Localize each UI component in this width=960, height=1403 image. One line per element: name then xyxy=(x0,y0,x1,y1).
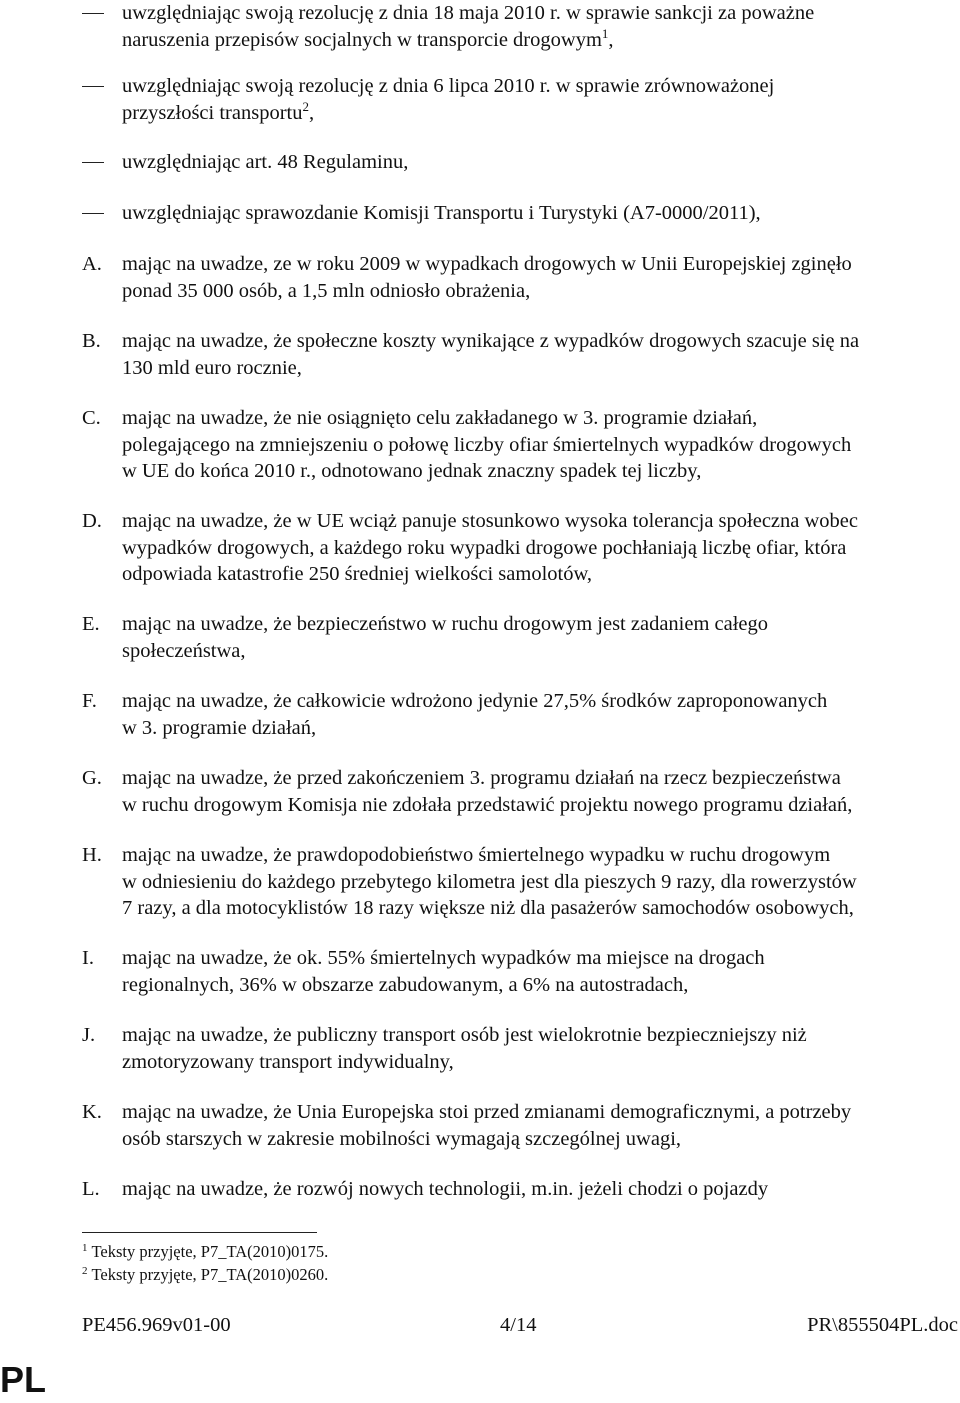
text-line: osób starszych w zakresie mobilności wymagają szczególnej uwagi, xyxy=(122,1127,682,1150)
recital-letter: I. xyxy=(82,947,94,969)
text-line: mając na uwadze, że Unia Europejska stoi przed zmianami demograficznymi, a potrzeby xyxy=(122,1101,852,1123)
text-line: mając na uwadze, że rozwój nowych technologii, m.in. jeżeli chodzi o pojazdy xyxy=(122,1178,769,1200)
language-code: PL xyxy=(0,1359,47,1400)
text-line: mając na uwadze, że publiczny transport osób jest wielokrotnie bezpieczniejszy niż xyxy=(122,1024,807,1046)
recital-letter: H. xyxy=(82,844,102,866)
dash-marker xyxy=(82,86,104,87)
text-line: mając na uwadze, że prawdopodobieństwo śmiertelnego wypadku w ruchu drogowym xyxy=(122,844,831,866)
text-line: mając na uwadze, ze w roku 2009 w wypadkach drogowych w Unii Europejskiej zginęło xyxy=(122,253,852,275)
dash-marker xyxy=(82,162,104,163)
recital-letter: C. xyxy=(82,407,101,429)
text-line: regionalnych, 36% w obszarze zabudowanym, a 6% na autostradach, xyxy=(122,973,689,996)
text-line: ponad 35 000 osób, a 1,5 mln odniosło obrażenia, xyxy=(122,279,531,302)
text-line: uwzględniając swoją rezolucję z dnia 18 maja 2010 r. w sprawie sankcji za poważne xyxy=(122,2,815,24)
recital-letter: J. xyxy=(82,1024,96,1046)
recital-letter: E. xyxy=(82,613,100,635)
footnote xyxy=(82,1241,328,1263)
footnote-text: Teksty przyjęte, P7_TA(2010)0260. xyxy=(91,1265,329,1284)
text-line: polegającego na zmniejszeniu o połowę liczby ofiar śmiertelnych wypadków drogowych xyxy=(122,433,852,456)
text-line: uwzględniając swoją rezolucję z dnia 6 lipca 2010 r. w sprawie zrównoważonej xyxy=(122,75,775,97)
text-line: zmotoryzowany transport indywidualny, xyxy=(122,1050,454,1073)
text-line: uwzględniając art. 48 Regulaminu, xyxy=(122,151,409,173)
footnote-separator xyxy=(82,1232,317,1233)
text-line: w odniesieniu do każdego przebytego kilometra jest dla pieszych 9 razy, dla rowerzystów xyxy=(122,870,857,893)
text-line: odpowiada katastrofie 250 średniej wielkości samolotów, xyxy=(122,563,593,585)
footnote-number: 2 xyxy=(82,1264,88,1277)
text-line: mając na uwadze, że ok. 55% śmiertelnych wypadków ma miejsce na drogach xyxy=(122,947,765,969)
recital-letter: D. xyxy=(82,510,102,532)
footnote-ref: 1 xyxy=(601,25,609,41)
text-line: w ruchu drogowym Komisja nie zdołała przedstawić projektu nowego programu działań, xyxy=(122,793,853,816)
recital-letter: L. xyxy=(82,1178,100,1200)
recital-letter: K. xyxy=(82,1101,102,1123)
text-line: mając na uwadze, że bezpieczeństwo w ruchu drogowym jest zadaniem całego xyxy=(122,613,769,635)
footer-page-number: 4/14 xyxy=(500,1314,537,1336)
recital-letter: F. xyxy=(82,690,97,712)
text-line: 130 mld euro rocznie, xyxy=(122,356,302,379)
text-line: mając na uwadze, że społeczne koszty wynikające z wypadków drogowych szacuje się na xyxy=(122,330,860,352)
text-line: mając na uwadze, że w UE wciąż panuje stosunkowo wysoka tolerancja społeczna wobec xyxy=(122,510,858,532)
text-line: mając na uwadze, że całkowicie wdrożono jedynie 27,5% środków zaproponowanych xyxy=(122,690,828,712)
recital-letter: B. xyxy=(82,330,101,352)
text-line: wypadków drogowych, a każdego roku wypadki drogowe pochłaniają liczbę ofiar, która xyxy=(122,536,847,559)
dash-marker xyxy=(82,213,104,214)
recital-letter: A. xyxy=(82,253,102,275)
footnote xyxy=(82,1264,328,1286)
text-line: 7 razy, a dla motocyklistów 18 razy większe niż dla pasażerów samochodów osobowych, xyxy=(122,897,854,919)
footer-file-name: PR\855504PL.doc xyxy=(807,1314,958,1336)
text-line: mając na uwadze, że nie osiągnięto celu zakładanego w 3. programie działań, xyxy=(122,407,758,429)
text-line: w 3. programie działań, xyxy=(122,716,317,739)
footnote-number: 1 xyxy=(82,1241,88,1254)
footnote-ref: 2 xyxy=(302,98,309,114)
text-line: naruszenia przepisów socjalnych w transporcie drogowym xyxy=(122,28,602,51)
text-line: uwzględniając sprawozdanie Komisji Transportu i Turystyki (A7-0000/2011), xyxy=(122,202,761,224)
recital-letter: G. xyxy=(82,767,102,789)
footer-document-ref: PE456.969v01-00 xyxy=(82,1314,231,1336)
text-line: mając na uwadze, że przed zakończeniem 3. programu działań na rzecz bezpieczeństwa xyxy=(122,767,841,789)
footnote-text: Teksty przyjęte, P7_TA(2010)0175. xyxy=(91,1242,329,1261)
text-line: społeczeństwa, xyxy=(122,639,246,662)
text-line: w UE do końca 2010 r., odnotowano jednak znaczny spadek tej liczby, xyxy=(122,460,702,482)
dash-marker xyxy=(82,13,104,14)
text-line: przyszłości transportu xyxy=(122,101,303,124)
